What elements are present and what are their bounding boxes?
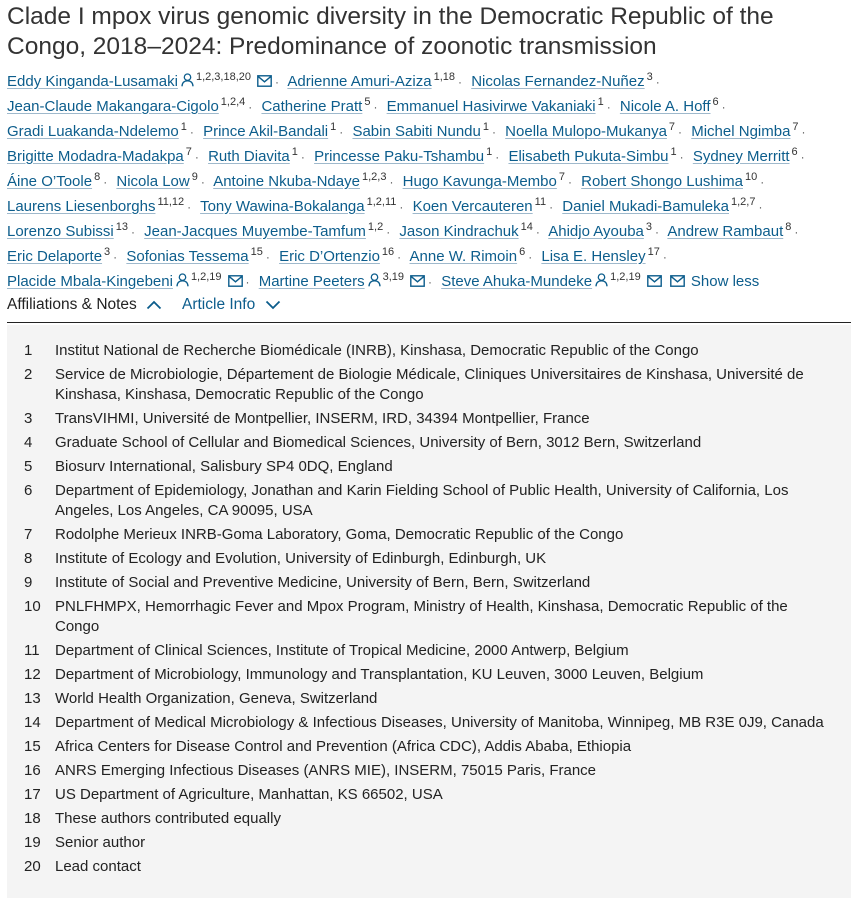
affiliation-row [7,809,851,829]
author-name-link[interactable]: Lisa E. Hensley [541,248,646,265]
author-separator: · [389,175,394,189]
author-entry [314,148,492,165]
affiliation-number: 3 [24,410,33,427]
mail-icon[interactable] [228,271,243,295]
author-name-link[interactable]: Robert Shongo Lushima [581,173,743,190]
author-separator: · [103,175,108,189]
author-entry [7,248,110,265]
affiliation-row [7,549,851,569]
author-separator: · [800,150,805,164]
author-name-link[interactable]: Daniel Mukadi-Bamuleka [562,198,729,215]
affiliation-number: 16 [24,762,41,779]
author-entry [667,223,791,240]
affiliation-row [7,409,851,429]
author-entry [399,223,533,240]
author-affiliation-refs: 1,18 [433,71,456,83]
affiliations-list [7,341,851,881]
author-affiliation-refs: 6 [791,146,798,158]
author-affiliation-refs: 3,19 [382,271,405,283]
author-affiliation-refs: 6 [712,96,719,108]
affiliation-row [7,597,851,637]
author-entry [261,98,370,115]
author-name-link[interactable]: Eddy Kinganda-Lusamaki [7,73,178,90]
author-name-link[interactable]: Ruth Diavita [208,148,290,165]
author-name-link[interactable]: Catherine Pratt [261,98,363,115]
author-name-link[interactable]: Lorenzo Subissi [7,223,114,240]
author-affiliation-refs: 1 [180,121,187,133]
author-entry [505,123,675,140]
author-affiliation-refs: 3 [104,246,111,258]
affiliation-row [7,457,851,477]
affiliation-row [7,713,851,733]
author-separator: · [535,225,540,239]
author-entry [203,123,336,140]
author-affiliation-refs: 1 [486,146,493,158]
affiliation-row [7,573,851,593]
affiliation-number: 10 [24,598,41,615]
affiliation-row [7,481,851,521]
author-affiliation-refs: 13 [115,221,128,233]
author-affiliation-refs: 3 [646,71,653,83]
author-entry [541,248,659,265]
author-affiliation-refs: 1 [291,146,298,158]
author-separator: · [721,100,726,114]
author-name-link[interactable]: Eric D’Ortenzio [279,248,380,265]
mail-icon[interactable] [257,71,272,95]
author-separator: · [275,75,280,89]
author-entry [7,198,184,215]
affiliation-text: Africa Centers for Disease Control and Prevention (Africa CDC), Addis Ababa, Ethiopia [55,738,632,755]
author-entry [352,123,489,140]
author-affiliation-refs: 1,2,3 [361,171,387,183]
affiliation-text: Institut National de Recherche Biomédicale (INRB), Kinshasa, Democratic Republic of the Congo [55,342,699,359]
author-entry [508,148,676,165]
affiliation-number: 19 [24,834,41,851]
author-name-link[interactable]: Laurens Liesenborghs [7,198,156,215]
affiliation-number: 4 [24,434,33,451]
author-name-link[interactable]: Eric Delaporte [7,248,103,265]
author-separator: · [760,175,765,189]
author-name-link[interactable]: Brigitte Modadra-Madakpa [7,148,184,165]
author-affiliation-refs: 8 [785,221,792,233]
author-separator: · [200,175,205,189]
author-name-link[interactable]: Emmanuel Hasivirwe Vakaniaki [386,98,596,115]
author-separator: · [339,125,344,139]
author-entry [691,123,798,140]
author-affiliation-refs: 3 [645,221,652,233]
affiliation-row [7,525,851,545]
affiliation-row [7,365,851,405]
author-separator: · [655,75,660,89]
author-entry [403,173,565,190]
affiliation-row [7,737,851,757]
author-affiliation-refs: 1,2,19 [190,271,222,283]
author-separator: · [794,225,799,239]
tab-article-info-label: Article Info [182,296,256,313]
author-entry [7,148,192,165]
author-name-link[interactable]: Nicolas Fernandez-Nuñez [471,73,645,90]
author-separator: · [428,275,433,289]
author-entry [620,98,719,115]
affiliation-number: 5 [24,458,33,475]
author-separator: · [458,75,463,89]
mail-icon [670,271,685,295]
affiliation-row [7,665,851,685]
affiliation-number: 6 [24,482,33,499]
affiliation-number: 8 [24,550,33,567]
author-affiliation-refs: 1 [670,146,677,158]
author-name-link[interactable]: Gradi Luakanda-Ndelemo [7,123,179,140]
author-separator: · [187,200,192,214]
author-name-link[interactable]: Elisabeth Pukuta-Simbu [508,148,669,165]
affiliation-number: 20 [24,858,41,875]
author-separator: · [397,250,402,264]
author-name-link[interactable]: Koen Vercauteren [412,198,533,215]
author-name-link[interactable]: Placide Mbala-Kingebeni [7,273,173,290]
author-entry [413,198,547,215]
affiliation-text: Department of Clinical Sciences, Institute of Tropical Medicine, 2000 Antwerp, Belgium [55,642,629,659]
author-separator: · [300,150,305,164]
affiliation-row [7,761,851,781]
affiliation-text: Institute of Ecology and Evolution, University of Edinburgh, Edinburgh, UK [55,550,547,567]
chevron-down-icon [265,300,281,310]
affiliation-row [7,689,851,709]
author-affiliation-refs: 1 [597,96,604,108]
info-tabs [7,296,851,323]
author-name-link[interactable]: Jean-Jacques Muyembe-Tamfum [144,223,366,240]
author-entry [208,148,298,165]
author-name-link[interactable]: Jason Kindrachuk [399,223,519,240]
author-name-link[interactable]: Princesse Paku-Tshambu [314,148,485,165]
author-name-link[interactable]: Antoine Nkuba-Ndaye [213,173,360,190]
affiliation-row [7,641,851,661]
author-separator: · [194,150,199,164]
author-affiliation-refs: 1,2,11 [366,196,397,208]
affiliation-number: 15 [24,738,41,755]
author-list [7,70,847,295]
affiliation-row [7,785,851,805]
author-affiliation-refs: 7 [558,171,565,183]
show-less-button[interactable] [666,273,759,290]
author-entry [116,173,198,190]
author-entry [581,173,757,190]
author-separator: · [758,200,763,214]
author-affiliation-refs: 17 [647,246,660,258]
person-icon[interactable] [595,271,608,295]
author-entry [387,98,604,115]
author-entry [548,223,652,240]
author-separator: · [495,150,500,164]
author-separator: · [399,200,404,214]
author-affiliation-refs: 16 [381,246,395,258]
affiliation-text: Graduate School of Cellular and Biomedical Sciences, University of Bern, 3012 Bern, Switzerland [55,434,702,451]
author-name-link[interactable]: Áine O’Toole [7,173,93,190]
author-separator: · [386,225,391,239]
tab-affiliations-label: Affiliations & Notes [7,296,137,313]
author-name-link[interactable]: Jean-Claude Makangara-Cigolo [7,98,219,115]
author-affiliation-refs: 7 [792,121,799,133]
affiliation-number: 9 [24,574,33,591]
person-icon[interactable] [368,271,381,295]
author-affiliation-refs: 1 [330,121,337,133]
affiliation-text: Department of Microbiology, Immunology and Transplantation, KU Leuven, 3000 Leuven, Belgium [55,666,704,683]
author-name-link[interactable]: Adrienne Amuri-Aziza [287,73,432,90]
affiliation-number: 11 [24,642,40,659]
author-entry [7,73,272,90]
affiliation-number: 1 [24,342,33,359]
author-entry [144,223,383,240]
author-name-link[interactable]: Sabin Sabiti Nundu [352,123,481,140]
author-separator: · [655,225,659,239]
author-entry [7,273,243,290]
author-name-link[interactable]: Anne W. Rimoin [409,248,518,265]
author-affiliation-refs: 1 [482,121,489,133]
author-separator: · [678,125,683,139]
author-entry [562,198,755,215]
author-entry [693,148,798,165]
author-entry [441,273,662,290]
author-separator: · [245,275,250,289]
author-affiliation-refs: 11,12 [157,196,185,208]
author-entry [471,73,653,90]
affiliation-text: Service de Microbiologie, Département de Biologie Médicale, Cliniques Universitaires de Kinshasa, Université de Kinshasa, Kinshasa, Democratic Republic of the Congo [55,366,804,403]
author-entry [200,198,396,215]
affiliation-number: 13 [24,690,41,707]
affiliation-row [7,857,851,877]
author-affiliation-refs: 7 [185,146,192,158]
affiliation-row [7,833,851,853]
author-entry [259,273,425,290]
author-entry [7,173,100,190]
affiliation-text: Biosurv International, Salisbury SP4 0DQ, England [55,458,393,475]
affiliation-text: World Health Organization, Geneva, Switzerland [55,690,378,707]
author-entry [287,73,455,90]
affiliation-text: ANRS Emerging Infectious Diseases (ANRS MIE), INSERM, 75015 Paris, France [55,762,597,779]
author-name-link[interactable]: Noella Mulopo-Mukanya [505,123,667,140]
author-affiliation-refs: 9 [191,171,198,183]
author-separator: · [662,250,667,264]
affiliation-text: Department of Epidemiology, Jonathan and Karin Fielding School of Public Health, University of California, Los Angeles, Los Angeles, CA 90095, USA [55,482,789,519]
author-affiliation-refs: 8 [94,171,101,183]
author-name-link[interactable]: Hugo Kavunga-Membo [402,173,557,190]
author-affiliation-refs: 11 [534,196,547,208]
author-affiliation-refs: 14 [520,221,533,233]
affiliation-number: 2 [24,366,33,383]
person-icon[interactable] [181,71,194,95]
author-separator: · [113,250,118,264]
tab-affiliations-notes[interactable] [7,296,162,314]
author-entry [7,223,128,240]
author-affiliation-refs: 1,2,19 [610,271,641,283]
author-affiliation-refs: 1,2,3,18,20 [195,71,252,83]
affiliation-text: Lead contact [55,858,141,875]
affiliation-row [7,433,851,453]
affiliation-text: Senior author [55,834,146,851]
affiliation-text: Department of Medical Microbiology & Infectious Diseases, University of Manitoba, Winnipeg, MB R3E 0J9, Canada [55,714,824,731]
author-entry [279,248,394,265]
author-entry [213,173,386,190]
author-separator: · [801,125,806,139]
affiliation-text: Rodolphe Merieux INRB-Goma Laboratory, Goma, Democratic Republic of the Congo [55,526,624,543]
author-name-link[interactable]: Steve Ahuka-Mundeke [441,273,593,290]
author-affiliation-refs: 10 [744,171,758,183]
chevron-up-icon [146,300,162,310]
author-affiliation-refs: 15 [250,246,263,258]
affiliation-text: TransVIHMI, Université de Montpellier, INSERM, IRD, 34394 Montpellier, France [55,410,590,427]
author-name-link[interactable]: Tony Wawina-Bokalanga [200,198,365,215]
author-affiliation-refs: 5 [364,96,371,108]
affiliation-text: Institute of Social and Preventive Medicine, University of Bern, Bern, Switzerland [55,574,591,591]
affiliation-number: 18 [24,810,41,827]
author-entry [410,248,526,265]
author-separator: · [130,225,135,239]
author-separator: · [189,125,194,139]
author-separator: · [568,175,572,189]
page-title: Clade I mpox virus genomic diversity in the Democratic Republic of the Congo, 2018–2024: Predominance of zoonotic transmission [7,3,774,60]
affiliation-text: US Department of Agriculture, Manhattan, KS 66502, USA [55,786,443,803]
person-icon[interactable] [176,271,189,295]
tab-article-info[interactable] [182,296,281,314]
author-name-link[interactable]: Nicole A. Hoff [619,98,711,115]
author-affiliation-refs: 1,2 [367,221,384,233]
author-name-link[interactable]: Ahidjo Ayouba [548,223,644,240]
author-separator: · [492,125,496,139]
author-name-link[interactable]: Andrew Rambaut [667,223,784,240]
affiliations-panel [7,325,851,898]
affiliation-text: These authors contributed equally [55,810,281,827]
mail-icon[interactable] [410,271,425,295]
author-affiliation-refs: 7 [668,121,676,133]
author-separator: · [265,250,270,264]
author-name-link[interactable]: Sydney Merritt [692,148,790,165]
author-entry [7,98,245,115]
author-affiliation-refs: 1,2,4 [220,96,246,108]
mail-icon[interactable] [647,271,662,295]
affiliation-text: PNLFHMPX, Hemorrhagic Fever and Mpox Program, Ministry of Health, Kinshasa, Democratic Republic of the Congo [55,598,788,635]
affiliation-number: 12 [24,666,41,683]
author-name-link[interactable]: Prince Akil-Bandali [203,123,329,140]
author-separator: · [549,200,554,214]
author-separator: · [373,100,378,114]
author-name-link[interactable]: Nicola Low [116,173,190,190]
author-separator: · [248,100,253,114]
author-name-link[interactable]: Sofonias Tessema [126,248,249,265]
author-name-link[interactable]: Martine Peeters [258,273,365,290]
author-affiliation-refs: 1,2,7 [731,196,756,208]
affiliation-number: 17 [24,786,41,803]
author-separator: · [679,150,684,164]
author-entry [7,123,187,140]
affiliation-number: 14 [24,714,41,731]
author-affiliation-refs: 6 [519,246,526,258]
author-entry [126,248,263,265]
author-name-link[interactable]: Michel Ngimba [691,123,791,140]
show-less-label: Show less [690,273,760,290]
affiliation-number: 7 [24,526,33,543]
author-separator: · [606,100,611,114]
author-separator: · [528,250,533,264]
affiliation-row [7,341,851,361]
